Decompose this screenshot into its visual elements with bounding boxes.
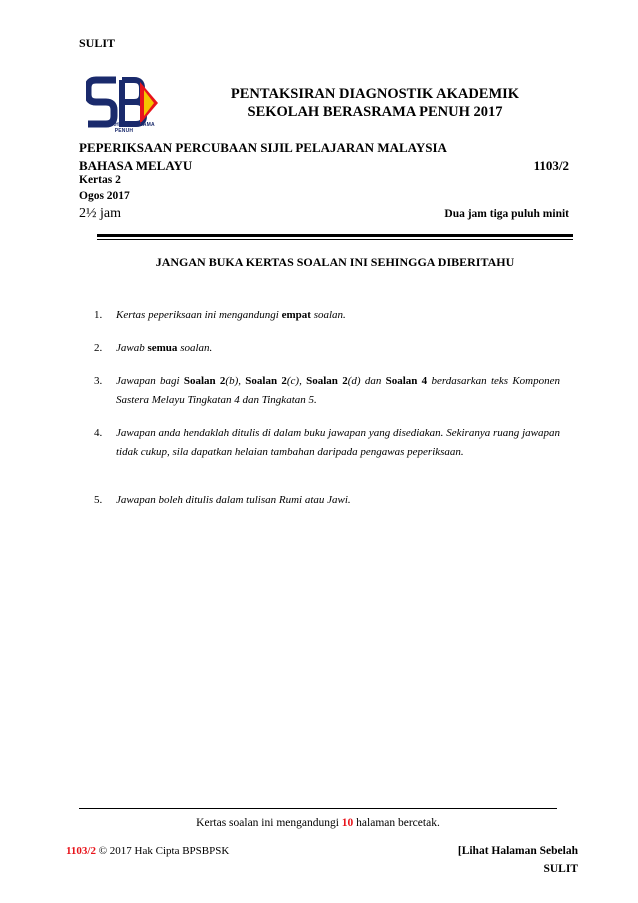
instruction-text: Jawapan anda hendaklah ditulis di dalam buku jawapan yang disediakan. Sekiranya ruang jawapan tidak cukup, sila dapatkan helaian tambahan daripada pengawas peperiksaan.: [116, 427, 560, 458]
instruction-item: [94, 306, 560, 325]
copyright-line: 1103/2 © 2017 Hak Cipta BPSBPSK: [66, 845, 230, 857]
page-count-note: Kertas soalan ini mengandungi 10 halaman bercetak.: [196, 817, 440, 829]
instruction-number: 1.: [94, 309, 103, 321]
instruction-number: 3.: [94, 375, 103, 387]
page-count: 10: [341, 817, 354, 829]
paper-number: Kertas 2: [79, 174, 121, 186]
instruction-number: 5.: [94, 494, 103, 506]
subject-name: BAHASA MELAYU: [79, 158, 193, 173]
instruction-text: Jawapan bagi Soalan 2(b), Soalan 2(c), Soalan 2(d) dan Soalan 4 berdasarkan teks Komponen Sastera Melayu Tingkatan 4 dan Tingkatan 5.: [116, 375, 561, 406]
instruction-text: Jawapan boleh ditulis dalam tulisan Rumi atau Jawi.: [116, 494, 351, 506]
organisation-title: PENTAKSIRAN DIAGNOSTIK AKADEMIK: [230, 86, 520, 102]
instruction-number: 2.: [94, 342, 103, 354]
instruction-item: [94, 491, 560, 510]
instruction-text: Jawab semua soalan.: [116, 342, 213, 354]
instruction-item: [94, 424, 560, 462]
paper-code: 1103/2: [533, 158, 569, 173]
divider-thin: [97, 239, 573, 240]
instruction-text: Kertas peperiksaan ini mengandungi empat soalan.: [116, 309, 346, 321]
see-next-page: [Lihat Halaman Sebelah: [457, 845, 578, 857]
exam-duration-words: Dua jam tiga puluh minit: [444, 208, 569, 220]
organisation-subtitle: SEKOLAH BERASRAMA PENUH 2017: [247, 104, 503, 120]
logo-caption: SEKOLAH BERASRAMA PENUH: [93, 122, 155, 134]
exam-month: Ogos 2017: [79, 190, 130, 202]
classification-top: SULIT: [79, 36, 116, 50]
instruction-number: 4.: [94, 427, 103, 439]
instruction-item: [94, 339, 560, 358]
warning-notice: JANGAN BUKA KERTAS SOALAN INI SEHINGGA DIBERITAHU: [155, 255, 515, 269]
footer-paper-code: 1103/2: [66, 845, 96, 857]
exam-title: PEPERIKSAAN PERCUBAAN SIJIL PELAJARAN MALAYSIA: [79, 140, 447, 155]
classification-bottom: SULIT: [543, 863, 578, 875]
footer-divider: [79, 808, 557, 809]
divider-thick: [97, 234, 573, 237]
instruction-item: [94, 372, 560, 410]
exam-duration: 2½ jam: [79, 206, 121, 221]
